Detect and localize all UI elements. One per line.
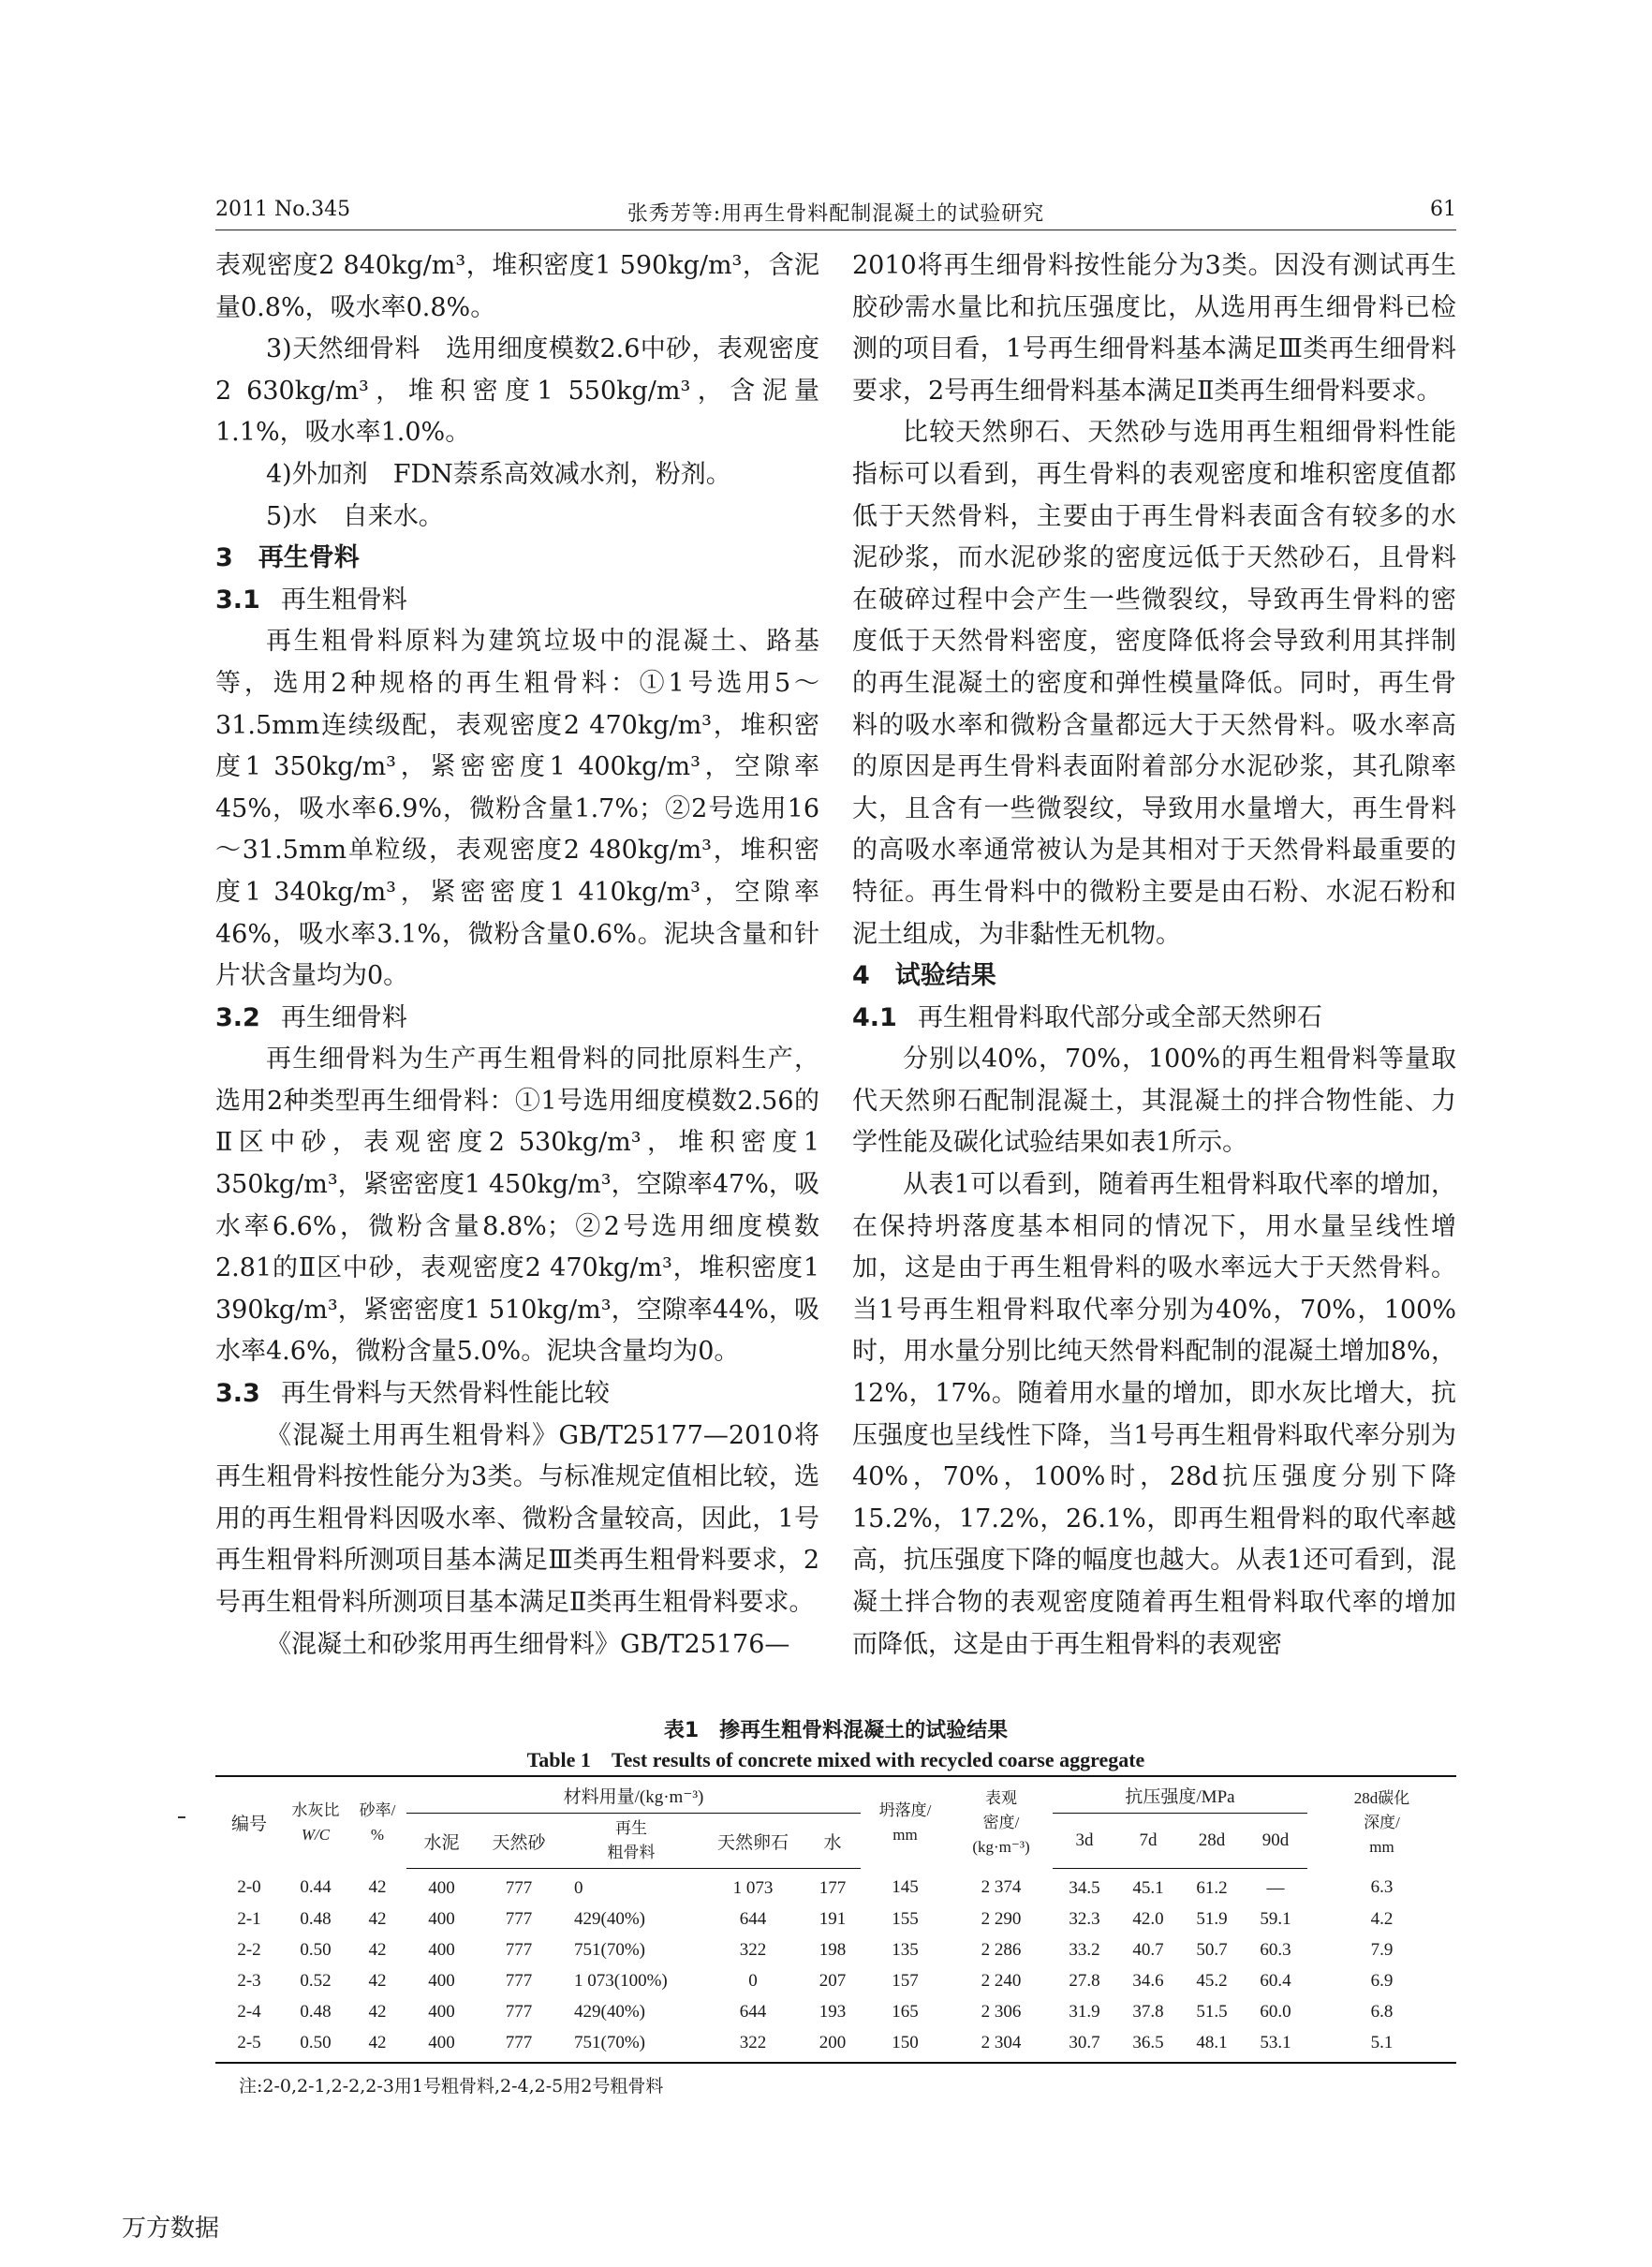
cell-cement: 400 xyxy=(428,1970,455,1991)
right-paragraph: 2010将再生细骨料按性能分为3类。因没有测试再生胶砂需水量比和抗压强度比，从选用再生细骨料已检测的项目看，1号再生细骨料基本满足Ⅲ类再生细骨料要求，2号再生细骨料基本满足Ⅱ类再生细骨料要求。 xyxy=(852,251,1456,406)
header-wc xyxy=(283,1776,348,1869)
cell-water: 198 xyxy=(819,1939,847,1960)
cell-water: 191 xyxy=(819,1908,847,1929)
cell-id: 2-1 xyxy=(237,1908,261,1929)
right-paragraph: 分别以40%，70%，100%的再生粗骨料等量取代天然卵石配制混凝土，其混凝土的拌合物性能、力学性能及碳化试验结果如表1所示。 xyxy=(852,1045,1456,1158)
subsection-number: 3.1 xyxy=(215,585,260,615)
cell-28d: 51.5 xyxy=(1196,2001,1228,2022)
cell-cement: 400 xyxy=(406,2027,477,2063)
cell-90d: 53.1 xyxy=(1244,2027,1307,2063)
cell-7d: 37.8 xyxy=(1132,2001,1164,2022)
subsection-number: 4.1 xyxy=(852,1002,897,1032)
cell-sand-ratio: 42 xyxy=(368,2001,387,2022)
table-caption-chinese: 表1 掺再生粗骨料混凝土的试验结果 xyxy=(663,1719,1009,1742)
header-recycled-line1: 再生 xyxy=(615,1819,647,1837)
left-paragraph: 再生细骨料为生产再生粗骨料的同批原料生产，选用2种类型再生细骨料：①1号选用细度模数2.56的Ⅱ区中砂，表观密度2 530kg/m³，堆积密度1 350kg/m³，紧密密度1 450kg/m³，空隙率47%，吸水率6.6%，微粉含量8.8%；②2号选用细度模数2.81的Ⅱ区中砂，表观密度2 470kg/m³，堆积密度1 390kg/m³，紧密密度1 510kg/m³，空隙率44%，吸水率4.6%，微粉含量5.0%。泥块含量均为0。 xyxy=(215,1045,819,1367)
cell-natural-sand: 777 xyxy=(505,1970,533,1991)
cell-cement: 400 xyxy=(428,2001,455,2022)
header-pebble: 天然卵石 xyxy=(701,1814,804,1869)
header-sand-line2: % xyxy=(370,1825,385,1844)
header-natural-sand: 天然砂 xyxy=(477,1814,561,1869)
cell-recycled: 751(70%) xyxy=(574,1939,645,1960)
header-wc-line2: W/C xyxy=(301,1825,331,1844)
cell-natural-sand: 777 xyxy=(505,2001,533,2022)
cell-90d: 59.1 xyxy=(1260,1908,1291,1929)
cell-sand-ratio: 42 xyxy=(368,1939,387,1960)
cell-recycled: 429(40%) xyxy=(574,2001,645,2022)
cell-7d: 40.7 xyxy=(1132,1939,1164,1960)
header-density xyxy=(950,1776,1053,1869)
cell-density: 2 306 xyxy=(981,2001,1022,2022)
cell-recycled: 751(70%) xyxy=(561,2027,701,2063)
cell-natural-sand: 777 xyxy=(505,1877,533,1898)
header-strength-group: 抗压强度/MPa xyxy=(1053,1776,1307,1814)
cell-wc: 0.48 xyxy=(300,1908,332,1929)
subsection-heading xyxy=(215,1373,819,1415)
header-90d: 90d xyxy=(1244,1814,1307,1869)
header-wc-line1: 水灰比 xyxy=(291,1800,340,1819)
table-row xyxy=(215,1869,1456,1904)
left-paragraph: 5)水 自来水。 xyxy=(266,501,444,531)
cell-recycled: 429(40%) xyxy=(574,1908,645,1929)
subsection-number: 3.3 xyxy=(215,1379,260,1409)
cell-natural-sand: 777 xyxy=(505,1908,533,1929)
cell-slump: 145 xyxy=(892,1877,919,1898)
journal-issue: 2011 No.345 xyxy=(215,198,351,221)
left-paragraph: 3)天然细骨料 选用细度模数2.6中砂，表观密度2 630kg/m³，堆积密度1 550kg/m³，含泥量1.1%，吸水率1.0%。 xyxy=(215,334,819,448)
results-table xyxy=(215,1775,1456,2064)
cell-slump: 135 xyxy=(892,1939,919,1960)
table-row xyxy=(215,2027,1456,2063)
cell-id: 2-2 xyxy=(237,1939,261,1960)
wanfang-watermark: 万方数据 xyxy=(122,2215,220,2243)
subsection-heading xyxy=(215,998,819,1040)
header-carb-line2: 深度/ xyxy=(1364,1813,1400,1831)
cell-7d: 34.6 xyxy=(1132,1970,1164,1991)
right-column xyxy=(852,245,1456,1666)
section-heading: 4 试验结果 xyxy=(852,961,996,991)
cell-pebble: 1 073 xyxy=(732,1877,774,1898)
table-caption-english: Table 1 Test results of concrete mixed with recycled coarse aggregate xyxy=(526,1748,1145,1771)
cell-carbonation: 5.1 xyxy=(1307,2027,1456,2063)
cell-90d: 60.3 xyxy=(1260,1939,1291,1960)
results-table-body xyxy=(215,1869,1456,2064)
table-row xyxy=(215,1965,1456,1996)
header-carbonation xyxy=(1307,1776,1456,1869)
header-material-group: 材料用量/(kg·m⁻³) xyxy=(406,1776,861,1814)
left-paragraph: 4)外加剂 FDN萘系高效减水剂，粉剂。 xyxy=(266,459,731,489)
cell-pebble: 322 xyxy=(701,2027,804,2063)
left-column xyxy=(215,245,819,1666)
cell-water: 193 xyxy=(819,2001,847,2022)
header-cement: 水泥 xyxy=(406,1814,477,1869)
table-note: 注:2-0,2-1,2-2,2-3用1号粗骨料,2-4,2-5用2号粗骨料 xyxy=(239,2076,664,2097)
table-row xyxy=(215,1996,1456,2027)
cell-carbonation: 4.2 xyxy=(1370,1908,1394,1929)
subsection-number: 3.2 xyxy=(215,1002,260,1032)
cell-3d: 34.5 xyxy=(1069,1877,1100,1898)
table-row xyxy=(215,1904,1456,1934)
cell-id: 2-0 xyxy=(237,1877,261,1898)
cell-cement: 400 xyxy=(428,1908,455,1929)
subsection-heading xyxy=(852,998,1456,1040)
cell-carbonation: 6.8 xyxy=(1370,2001,1394,2022)
cell-3d: 32.3 xyxy=(1069,1908,1100,1929)
cell-slump: 155 xyxy=(892,1908,919,1929)
cell-density: 2 286 xyxy=(981,1939,1022,1960)
cell-recycled: 0 xyxy=(574,1877,583,1898)
cell-wc: 0.52 xyxy=(300,1970,332,1991)
header-recycled-line2: 粗骨料 xyxy=(607,1844,656,1861)
cell-3d: 30.7 xyxy=(1053,2027,1116,2063)
cell-wc: 0.48 xyxy=(300,2001,332,2022)
cell-pebble: 644 xyxy=(739,1908,767,1929)
cell-carbonation: 6.3 xyxy=(1370,1877,1394,1898)
cell-slump: 150 xyxy=(861,2027,950,2063)
header-carb-line1: 28d碳化 xyxy=(1353,1788,1410,1807)
cell-water: 207 xyxy=(819,1970,847,1991)
cell-90d: 60.4 xyxy=(1260,1970,1291,1991)
cell-sand-ratio: 42 xyxy=(348,2027,406,2063)
cell-cement: 400 xyxy=(428,1877,455,1898)
cell-id: 2-4 xyxy=(237,2001,261,2022)
header-water: 水 xyxy=(804,1814,861,1869)
cell-carbonation: 6.9 xyxy=(1370,1970,1394,1991)
cell-wc: 0.50 xyxy=(283,2027,348,2063)
cell-pebble: 0 xyxy=(748,1970,758,1991)
table-row xyxy=(215,1934,1456,1965)
cell-pebble: 644 xyxy=(739,2001,767,2022)
header-sand-line1: 砂率/ xyxy=(359,1800,396,1819)
cell-7d: 45.1 xyxy=(1132,1877,1164,1898)
cell-water: 200 xyxy=(804,2027,861,2063)
cell-90d: 60.0 xyxy=(1260,2001,1291,2022)
cell-sand-ratio: 42 xyxy=(368,1877,387,1898)
header-id: 编号 xyxy=(215,1776,283,1869)
cell-wc: 0.44 xyxy=(300,1877,332,1898)
header-recycled xyxy=(561,1814,701,1869)
results-table-wrapper xyxy=(215,1775,1456,2064)
header-density-line1: 表观 xyxy=(985,1788,1017,1807)
cell-id: 2-3 xyxy=(237,1970,261,1991)
cell-cement: 400 xyxy=(428,1939,455,1960)
cell-3d: 31.9 xyxy=(1069,2001,1100,2022)
cell-sand-ratio: 42 xyxy=(368,1970,387,1991)
left-paragraph: 再生粗骨料原料为建筑垃圾中的混凝土、路基等，选用2种规格的再生粗骨料：①1号选用5～31.5mm连续级配，表观密度2 470kg/m³，堆积密度1 350kg/m³，紧密密度1 400kg/m³，空隙率45%，吸水率6.9%，微粉含量1.7%；②2号选用16～31.5mm单粒级，表观密度2 480kg/m³，堆积密度1 340kg/m³，紧密密度1 410kg/m³，空隙率46%，吸水率3.1%，微粉含量0.6%。泥块含量和针片状含量均为0。 xyxy=(215,627,819,991)
subsection-title: 再生粗骨料 xyxy=(280,585,407,615)
cell-wc: 0.50 xyxy=(300,1939,332,1960)
cell-pebble: 322 xyxy=(739,1939,767,1960)
subsection-heading xyxy=(215,580,819,622)
cell-3d: 33.2 xyxy=(1069,1939,1100,1960)
article-running-title: 张秀芳等:用再生骨料配制混凝土的试验研究 xyxy=(627,202,1045,226)
header-sand-ratio xyxy=(348,1776,406,1869)
cell-recycled: 1 073(100%) xyxy=(574,1970,668,1991)
header-28d: 28d xyxy=(1180,1814,1244,1869)
left-paragraph: 表观密度2 840kg/m³，堆积密度1 590kg/m³，含泥量0.8%，吸水率0.8%。 xyxy=(215,251,819,322)
left-paragraph: 《混凝土用再生粗骨料》GB/T25177—2010将再生粗骨料按性能分为3类。与标准规定值相比较，选用的再生粗骨料因吸水率、微粉含量较高，因此，1号再生粗骨料所测项目基本满足Ⅲ类再生粗骨料要求，2号再生粗骨料所测项目基本满足Ⅱ类再生粗骨料要求。 xyxy=(215,1420,819,1617)
header-slump-line1: 坍落度/ xyxy=(878,1800,932,1819)
header-7d: 7d xyxy=(1116,1814,1180,1869)
cell-28d: 61.2 xyxy=(1196,1877,1228,1898)
left-paragraph: 《混凝土和砂浆用再生细骨料》GB/T25176— xyxy=(266,1629,790,1659)
cell-28d: 50.7 xyxy=(1196,1939,1228,1960)
cell-90d: — xyxy=(1266,1877,1285,1898)
cell-slump: 157 xyxy=(892,1970,919,1991)
subsection-title: 再生粗骨料取代部分或全部天然卵石 xyxy=(917,1002,1322,1032)
header-slump-line2: mm xyxy=(892,1825,918,1844)
subsection-title: 再生骨料与天然骨料性能比较 xyxy=(280,1379,610,1409)
cell-sand-ratio: 42 xyxy=(368,1908,387,1929)
section-heading: 3 再生骨料 xyxy=(215,543,360,573)
header-3d: 3d xyxy=(1053,1814,1116,1869)
cell-slump: 165 xyxy=(892,2001,919,2022)
header-slump xyxy=(861,1776,950,1869)
cell-density: 2 240 xyxy=(981,1970,1022,1991)
right-paragraph: 比较天然卵石、天然砂与选用再生粗细骨料性能指标可以看到，再生骨料的表观密度和堆积密度值都低于天然骨料，主要由于再生骨料表面含有较多的水泥砂浆，而水泥砂浆的密度远低于天然砂石，且骨料在破碎过程中会产生一些微裂纹，导致再生骨料的密度低于天然骨料密度，密度降低将会导致利用其拌制的再生混凝土的密度和弹性模量降低。同时，再生骨料的吸水率和微粉含量都远大于天然骨料。吸水率高的原因是再生骨料表面附着部分水泥砂浆，其孔隙率大，且含有一些微裂纹，导致用水量增大，再生骨料的高吸水率通常被认为是其相对于天然骨料最重要的特征。再生骨料中的微粉主要是由石粉、水泥石粉和泥土组成，为非黏性无机物。 xyxy=(852,418,1456,949)
cell-7d: 36.5 xyxy=(1116,2027,1180,2063)
page-number: 61 xyxy=(1430,198,1456,221)
running-header xyxy=(215,192,1456,230)
cell-water: 177 xyxy=(819,1877,847,1898)
header-density-line3: (kg·m⁻³) xyxy=(972,1837,1030,1856)
cell-carbonation: 7.9 xyxy=(1370,1939,1394,1960)
header-carb-line3: mm xyxy=(1369,1837,1394,1856)
subsection-title: 再生细骨料 xyxy=(280,1002,407,1032)
cell-28d: 45.2 xyxy=(1196,1970,1228,1991)
cell-natural-sand: 777 xyxy=(505,1939,533,1960)
scan-speck xyxy=(178,1816,185,1818)
cell-density: 2 304 xyxy=(950,2027,1053,2063)
cell-28d: 51.9 xyxy=(1196,1908,1228,1929)
cell-natural-sand: 777 xyxy=(477,2027,561,2063)
cell-7d: 42.0 xyxy=(1132,1908,1164,1929)
cell-28d: 48.1 xyxy=(1180,2027,1244,2063)
cell-id: 2-5 xyxy=(215,2027,283,2063)
cell-density: 2 374 xyxy=(981,1877,1022,1898)
right-paragraph: 从表1可以看到，随着再生粗骨料取代率的增加，在保持坍落度基本相同的情况下，用水量呈线性增加，这是由于再生粗骨料的吸水率远大于天然骨料。当1号再生粗骨料取代率分别为40%，70%，100%时，用水量分别比纯天然骨料配制的混凝土增加8%，12%，17%。随着用水量的增加，即水灰比增大，抗压强度也呈线性下降，当1号再生粗骨料取代率分别为40%，70%，100%时，28d抗压强度分别下降15.2%，17.2%，26.1%，即再生粗骨料的取代率越高，抗压强度下降的幅度也越大。从表1还可看到，混凝土拌合物的表观密度随着再生粗骨料取代率的增加而降低，这是由于再生粗骨料的表观密 xyxy=(852,1170,1456,1659)
cell-density: 2 290 xyxy=(981,1908,1022,1929)
cell-3d: 27.8 xyxy=(1069,1970,1100,1991)
header-density-line2: 密度/ xyxy=(982,1813,1020,1831)
